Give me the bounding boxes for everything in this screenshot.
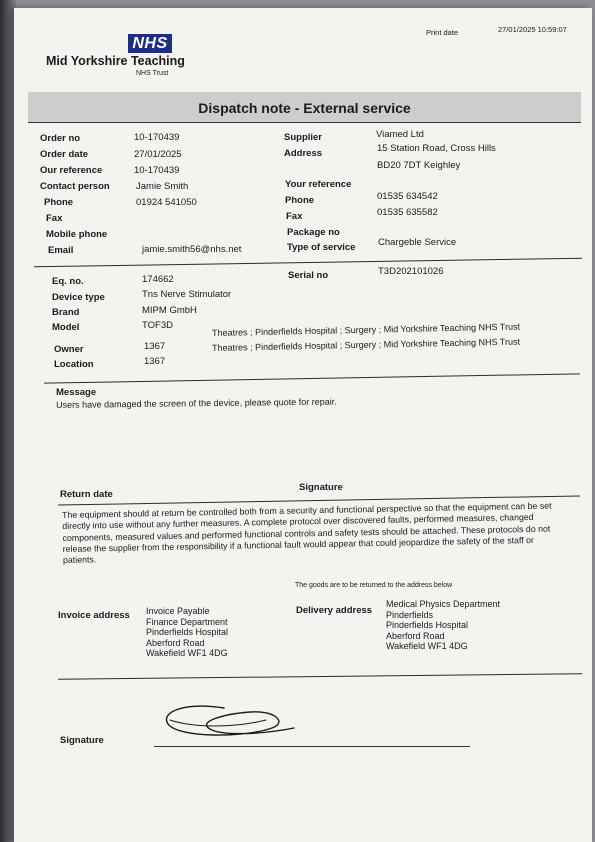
type-of-service-value: Chargeble Service	[378, 237, 457, 248]
delivery-address-line: Aberford Road	[386, 630, 445, 641]
location-text: Theatres ; Pinderfields Hospital ; Surgery ; Mid Yorkshire Teaching NHS Trust	[212, 336, 521, 353]
invoice-address-line: Wakefield WF1 4DG	[146, 648, 228, 658]
supplier-address-line-2: BD20 7DT Keighley	[377, 160, 461, 171]
mobile-phone-label: Mobile phone	[46, 229, 108, 240]
fax-label: Fax	[46, 213, 63, 224]
supplier-phone-label: Phone	[285, 195, 315, 206]
print-date-label: Print date	[426, 28, 459, 37]
order-no-label: Order no	[40, 133, 81, 144]
invoice-address-line: Finance Department	[146, 616, 228, 627]
location-code: 1367	[144, 356, 166, 367]
eq-no-value: 174662	[142, 274, 174, 285]
delivery-address-line: Medical Physics Department	[386, 599, 501, 609]
delivery-address-label: Delivery address	[296, 605, 373, 616]
delivery-address-line: Pinderfields Hospital	[386, 620, 469, 630]
delivery-address-block	[386, 599, 500, 652]
message-label: Message	[56, 387, 97, 398]
order-date-label: Order date	[40, 149, 89, 160]
dispatch-note-page	[14, 8, 592, 842]
owner-label: Owner	[54, 344, 84, 355]
return-address-note: The goods are to be returned to the address below	[295, 582, 453, 589]
return-signature-label: Signature	[299, 482, 343, 493]
your-reference-label: Your reference	[285, 179, 352, 190]
type-of-service-label: Type of service	[287, 242, 356, 253]
return-date-label: Return date	[60, 489, 113, 500]
supplier-address-line-1: 15 Station Road, Cross Hills	[377, 143, 496, 154]
section-divider	[58, 673, 582, 680]
supplier-fax-value: 01535 635582	[377, 207, 438, 218]
invoice-address-label: Invoice address	[58, 610, 130, 621]
supplier-fax-label: Fax	[286, 211, 303, 222]
location-label: Location	[54, 359, 94, 370]
order-date-value: 27/01/2025	[134, 149, 182, 160]
device-type-value: Tns Nerve Stimulator	[142, 289, 232, 300]
email-label: Email	[48, 245, 74, 256]
footer-signature-label: Signature	[60, 735, 104, 746]
brand-label: Brand	[52, 307, 80, 318]
our-reference-value: 10-170439	[134, 165, 180, 176]
model-label: Model	[52, 322, 80, 333]
model-value: TOF3D	[142, 320, 173, 331]
our-reference-label: Our reference	[40, 165, 103, 176]
title-banner	[28, 92, 581, 123]
supplier-value: Viamed Ltd	[376, 129, 424, 140]
nhs-logo: NHS	[128, 34, 172, 53]
package-no-label: Package no	[287, 227, 340, 238]
owner-text: Theatres ; Pinderfields Hospital ; Surgery ; Mid Yorkshire Teaching NHS Trust	[212, 321, 521, 338]
invoice-address-line: Aberford Road	[146, 637, 205, 648]
return-conditions-paragraph: The equipment should at return be controlled both from a security and functional perspective so that the equipment can be set directly into use without any further measures. A complete protocol over discovered faults, performed measures, changed components, measured values and performed functional controls and safety tests should be attached. These protocols do not release the supplier from the responsibility if a functional fault would appear that could jeopardize the safety of the staff or patients.	[62, 500, 552, 566]
device-type-label: Device type	[52, 292, 105, 303]
delivery-address-line: Wakefield WF1 4DG	[386, 641, 468, 651]
serial-no-label: Serial no	[288, 270, 329, 281]
message-text: Users have damaged the screen of the device, please quote for repair.	[56, 396, 337, 410]
supplier-label: Supplier	[284, 132, 323, 143]
email-value: jamie.smith56@nhs.net	[142, 244, 242, 255]
trust-subtitle: NHS Trust	[136, 70, 169, 77]
address-label: Address	[284, 148, 323, 159]
print-date-value: 27/01/2025 10:59:07	[498, 25, 567, 34]
section-divider	[34, 258, 582, 268]
brand-value: MIPM GmbH	[142, 305, 197, 316]
section-divider	[44, 373, 580, 383]
invoice-address-line: Pinderfields Hospital	[146, 627, 229, 637]
serial-no-value: T3D202101026	[378, 266, 444, 277]
order-no-value: 10-170439	[134, 132, 180, 143]
phone-label: Phone	[44, 197, 74, 208]
handwritten-signature	[154, 698, 304, 748]
contact-person-label: Contact person	[40, 181, 110, 192]
contact-person-value: Jamie Smith	[136, 181, 189, 192]
page-title: Dispatch note - External service	[198, 100, 411, 116]
supplier-phone-value: 01535 634542	[377, 191, 438, 202]
invoice-address-block	[146, 606, 228, 659]
trust-name: Mid Yorkshire Teaching	[46, 54, 185, 68]
phone-value: 01924 541050	[136, 197, 197, 208]
delivery-address-line: Pinderfields	[386, 609, 434, 620]
eq-no-label: Eq. no.	[52, 276, 84, 287]
invoice-address-line: Invoice Payable	[146, 606, 210, 616]
owner-code: 1367	[144, 341, 166, 352]
